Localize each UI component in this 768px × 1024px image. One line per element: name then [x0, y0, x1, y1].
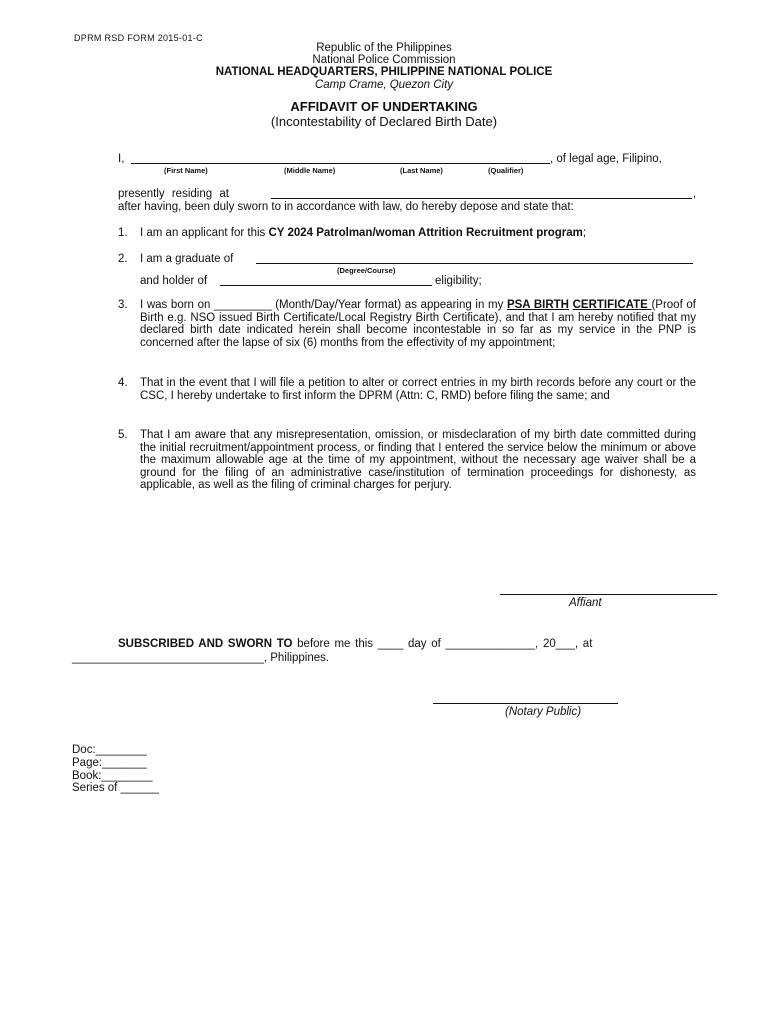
item-3-lead: I was born on _________ (Month/Day/Year format) as appearing in my	[140, 299, 507, 311]
item-5-number: 5.	[118, 429, 128, 441]
name-field-line[interactable]	[131, 163, 550, 164]
holder-label: and holder of	[140, 275, 208, 287]
eligibility-field-line[interactable]	[220, 285, 432, 286]
notary-signature-line[interactable]	[433, 703, 618, 704]
notarial-book: Book:________	[72, 770, 153, 782]
item-3-psa-birth: PSA BIRTH	[506, 299, 569, 311]
caption-degree: (Degree/Course)	[337, 266, 396, 275]
residing-comma: ,	[693, 188, 697, 200]
notarial-series: Series of ______	[72, 782, 159, 794]
item-5-text: That I am aware that any misrepresentation, omission, or misdeclaration of my birth date committed during the initial recruitment/appointment process, or finding that I entered the service below the minimum or above the maximum allowable age at the time of my appointment, without the necessary age waiver shall be a ground for the filing of an administrative case/institution of termination proceedings for dishonesty, as applicable, as well as the filing of criminal charges for perjury.	[140, 429, 696, 491]
item-1-end: ;	[582, 227, 587, 239]
item-4-number: 4.	[118, 377, 128, 389]
item-4-text: That in the event that I will file a petition to alter or correct entries in my birth records before any court or the CSC, I hereby undertake to first inform the DPRM (Attn: C, RMD) before filing the same; and	[140, 377, 696, 402]
item-2-number: 2.	[118, 253, 128, 265]
caption-middle-name: (Middle Name)	[284, 166, 336, 175]
item-2-text: I am a graduate of	[140, 253, 234, 265]
header-napolcom: National Police Commission	[312, 54, 456, 66]
intro-suffix: , of legal age, Filipino,	[550, 153, 662, 165]
notary-label: (Notary Public)	[505, 706, 582, 718]
sworn-line-1	[118, 638, 696, 651]
intro-prefix: I,	[118, 153, 125, 165]
notarial-page: Page:_______	[72, 757, 147, 769]
caption-last-name: (Last Name)	[400, 166, 443, 175]
item-1-program: CY 2024 Patrolman/woman Attrition Recruitment program	[268, 227, 583, 239]
caption-first-name: (First Name)	[164, 166, 208, 175]
sworn-line-2: ______________________________, Philippines.	[72, 652, 330, 664]
affiant-signature-line[interactable]	[500, 594, 717, 595]
notarial-doc: Doc:________	[72, 744, 147, 756]
item-1-number: 1.	[118, 227, 128, 239]
item-1-text	[140, 227, 586, 240]
item-3-rest: (Proof of Birth e.g. NSO issued Birth Certificate/Local Registry Birth Certificate), and that I am hereby notified that my declared birth date indicated herein shall become incontestable in so far as my service in the PNP is concerned after the lapse of six (6) months from the effectivity of my appointment;	[140, 299, 697, 349]
item-3-text	[140, 299, 696, 349]
sworn-bold: SUBSCRIBED AND SWORN TO	[118, 638, 293, 650]
address-field-line[interactable]	[271, 198, 692, 199]
header-nhq: NATIONAL HEADQUARTERS, PHILIPPINE NATIONAL POLICE	[215, 66, 553, 78]
residing-label: presently residing at	[118, 188, 229, 200]
header-location: Camp Crame, Quezon City	[314, 79, 454, 91]
header-republic: Republic of the Philippines	[316, 42, 452, 54]
item-3-certificate: CERTIFICATE	[572, 299, 652, 311]
eligibility-label: eligibility;	[435, 275, 482, 287]
form-code: DPRM RSD FORM 2015-01-C	[74, 33, 203, 43]
item-3-number: 3.	[118, 299, 128, 311]
page-title: AFFIDAVIT OF UNDERTAKING	[290, 99, 478, 114]
affiant-label: Affiant	[569, 597, 602, 609]
degree-field-line[interactable]	[256, 263, 693, 264]
sworn-statement-line: after having, been duly sworn to in accordance with law, do hereby depose and state that:	[118, 201, 574, 213]
sworn-text-1: before me this ____ day of ______________, 20___, at	[292, 638, 593, 650]
caption-qualifier: (Qualifier)	[488, 166, 524, 175]
page-subtitle: (Incontestability of Declared Birth Date)	[270, 114, 498, 129]
item-1-lead: I am an applicant for this	[140, 227, 269, 239]
